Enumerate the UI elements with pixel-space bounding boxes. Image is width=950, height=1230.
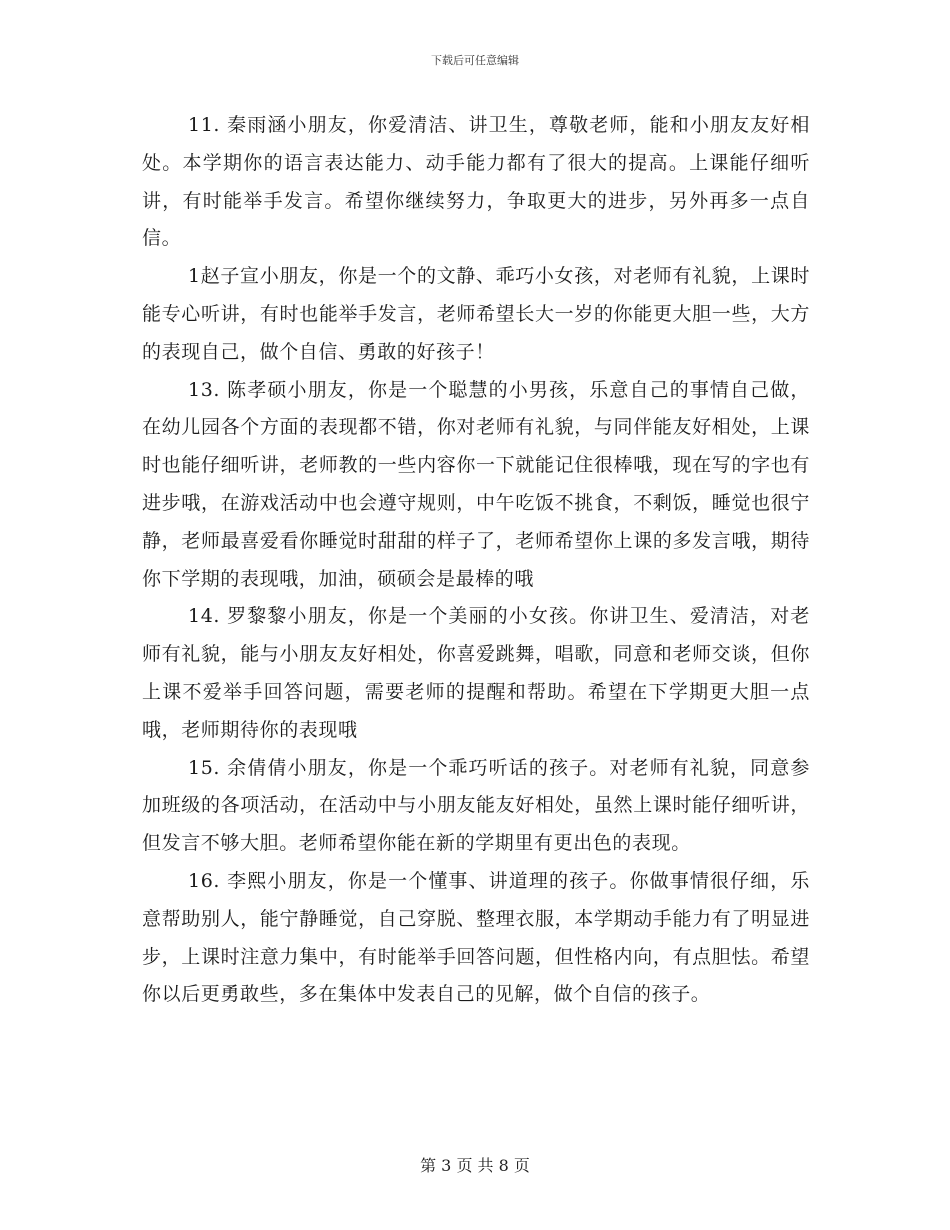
page-number: 第 3 页 共 8 页 bbox=[420, 1156, 530, 1175]
paragraph-15: 15. 余倩倩小朋友，你是一个乖巧听话的孩子。对老师有礼貌，同意参加班级的各项活动，在活动中与小朋友能友好相处，虽然上课时能仔细听讲，但发言不够大胆。老师希望你能在新的学期里有更出色的表现。 bbox=[142, 756, 810, 855]
paragraph-16: 16. 李熙小朋友，你是一个懂事、讲道理的孩子。你做事情很仔细，乐意帮助别人，能宁静睡觉，自己穿脱、整理衣服，本学期动手能力有了明显进步，上课时注意力集中，有时能举手回答问题，但性格内向，有点胆怯。希望你以后更勇敢些，多在集体中发表自己的见解，做个自信的孩子。 bbox=[142, 869, 810, 1006]
paragraph-12: 1赵子宣小朋友，你是一个的文静、乖巧小女孩，对老师有礼貌，上课时能专心听讲，有时也能举手发言，老师希望长大一岁的你能更大胆一些，大方的表现自己，做个自信、勇敢的好孩子！ bbox=[142, 265, 810, 363]
document-body bbox=[142, 107, 810, 1014]
paragraph-14: 14. 罗黎黎小朋友，你是一个美丽的小女孩。你讲卫生、爱清洁，对老师有礼貌，能与小朋友友好相处，你喜爱跳舞，唱歌，同意和老师交谈，但你上课不爱举手回答问题，需要老师的提醒和帮助。希望在下学期更大胆一点哦，老师期待你的表现哦 bbox=[142, 605, 810, 741]
page-header: 下载后可任意编辑 bbox=[431, 54, 519, 67]
paragraph-11: 11. 秦雨涵小朋友，你爱清洁、讲卫生，尊敬老师，能和小朋友友好相处。本学期你的语言表达能力、动手能力都有了很大的提高。上课能仔细听讲，有时能举手发言。希望你继续努力，争取更大的进步，另外再多一点自信。 bbox=[142, 114, 810, 250]
paragraph-13: 13. 陈孝硕小朋友，你是一个聪慧的小男孩，乐意自己的事情自己做，在幼儿园各个方面的表现都不错，你对老师有礼貌，与同伴能友好相处，上课时也能仔细听讲，老师教的一些内容你一下就能记住很棒哦，现在写的字也有进步哦，在游戏活动中也会遵守规则，中午吃饭不挑食，不剩饭，睡觉也很宁静，老师最喜爱看你睡觉时甜甜的样子了，老师希望你上课的多发言哦，期待你下学期的表现哦，加油，硕硕会是最棒的哦 bbox=[142, 378, 810, 590]
